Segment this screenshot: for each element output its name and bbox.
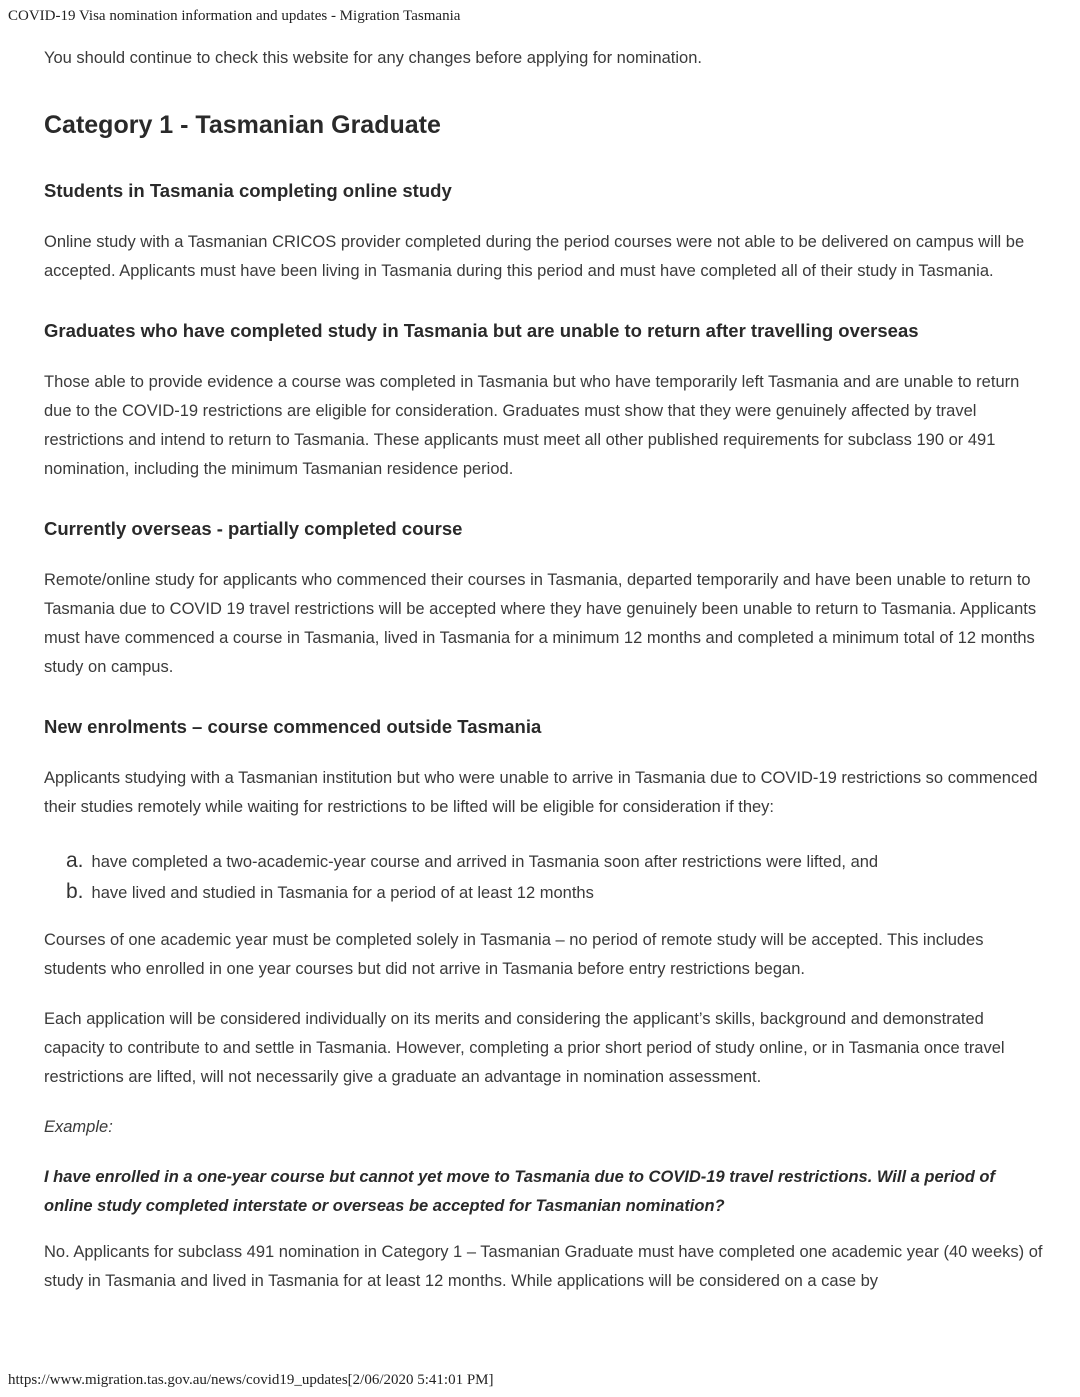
category-title: Category 1 - Tasmanian Graduate: [44, 111, 441, 139]
intro-text: You should continue to check this website for any changes before applying for nomination.: [44, 49, 702, 67]
paragraph: Courses of one academic year must be completed solely in Tasmania – no period of remote study will be accepted. This includes students who enrolled in one year courses but did not arrive in Tasmania before entry restrictions began.: [44, 931, 984, 978]
section-body: Those able to provide evidence a course was completed in Tasmania but who have temporarily left Tasmania and are unable to return due to the COVID-19 restrictions are eligible for consideration. Graduates must show that they were genuinely affected by travel restrictions and intend to return to Tasmania. These applicants must meet all other published requirements for subclass 190 or 491 nomination, including the minimum Tasmanian residence period.: [44, 373, 1020, 478]
list-item: [66, 846, 1044, 877]
list-marker: b.: [66, 880, 84, 903]
list-item: [66, 877, 1044, 908]
example-label: Example:: [44, 1118, 113, 1136]
criteria-list: [44, 846, 1044, 908]
print-header: COVID-19 Visa nomination information and updates - Migration Tasmania: [8, 8, 461, 24]
section-heading: Currently overseas - partially completed course: [44, 518, 463, 539]
print-footer: https://www.migration.tas.gov.au/news/covid19_updates[2/06/2020 5:41:01 PM]: [8, 1372, 494, 1388]
section-body: Online study with a Tasmanian CRICOS provider completed during the period courses were not able to be delivered on campus will be accepted. Applicants must have been living in Tasmania during this period and must have completed all of their study in Tasmania.: [44, 233, 1025, 280]
list-item-text: have lived and studied in Tasmania for a period of at least 12 months: [91, 884, 594, 902]
paragraph: Each application will be considered individually on its merits and considering the applicant’s skills, background and demonstrated capacity to contribute to and settle in Tasmania. However, completing a prior short period of study online, or in Tasmania once travel restrictions are lifted, will not necessarily give a graduate an advantage in nomination assessment.: [44, 1010, 1005, 1086]
section-body: Remote/online study for applicants who commenced their courses in Tasmania, departed temporarily and have been unable to return to Tasmania due to COVID 19 travel restrictions will be accepted where they have genuinely been unable to return to Tasmania. Applicants must have commenced a course in Tasmania, lived in Tasmania for a minimum 12 months and completed a minimum total of 12 months study on campus.: [44, 571, 1037, 676]
section-heading: Students in Tasmania completing online study: [44, 180, 452, 201]
page-content: [44, 44, 1044, 1296]
section-heading: Graduates who have completed study in Tasmania but are unable to return after travelling overseas: [44, 320, 919, 341]
example-question: I have enrolled in a one-year course but cannot yet move to Tasmania due to COVID-19 travel restrictions. Will a period of online study completed interstate or overseas be accepted for Tasmanian nomination?: [44, 1168, 995, 1215]
section-heading: New enrolments – course commenced outside Tasmania: [44, 716, 542, 737]
example-answer: No. Applicants for subclass 491 nomination in Category 1 – Tasmanian Graduate must have completed one academic year (40 weeks) of study in Tasmania and lived in Tasmania for at least 12 months. While applications will be considered on a case by: [44, 1243, 1043, 1290]
list-item-text: have completed a two-academic-year course and arrived in Tasmania soon after restrictions were lifted, and: [91, 853, 879, 871]
section-body: Applicants studying with a Tasmanian institution but who were unable to arrive in Tasmania due to COVID-19 restrictions so commenced their studies remotely while waiting for restrictions to be lifted will be eligible for consideration if they:: [44, 769, 1038, 816]
list-marker: a.: [66, 849, 84, 872]
